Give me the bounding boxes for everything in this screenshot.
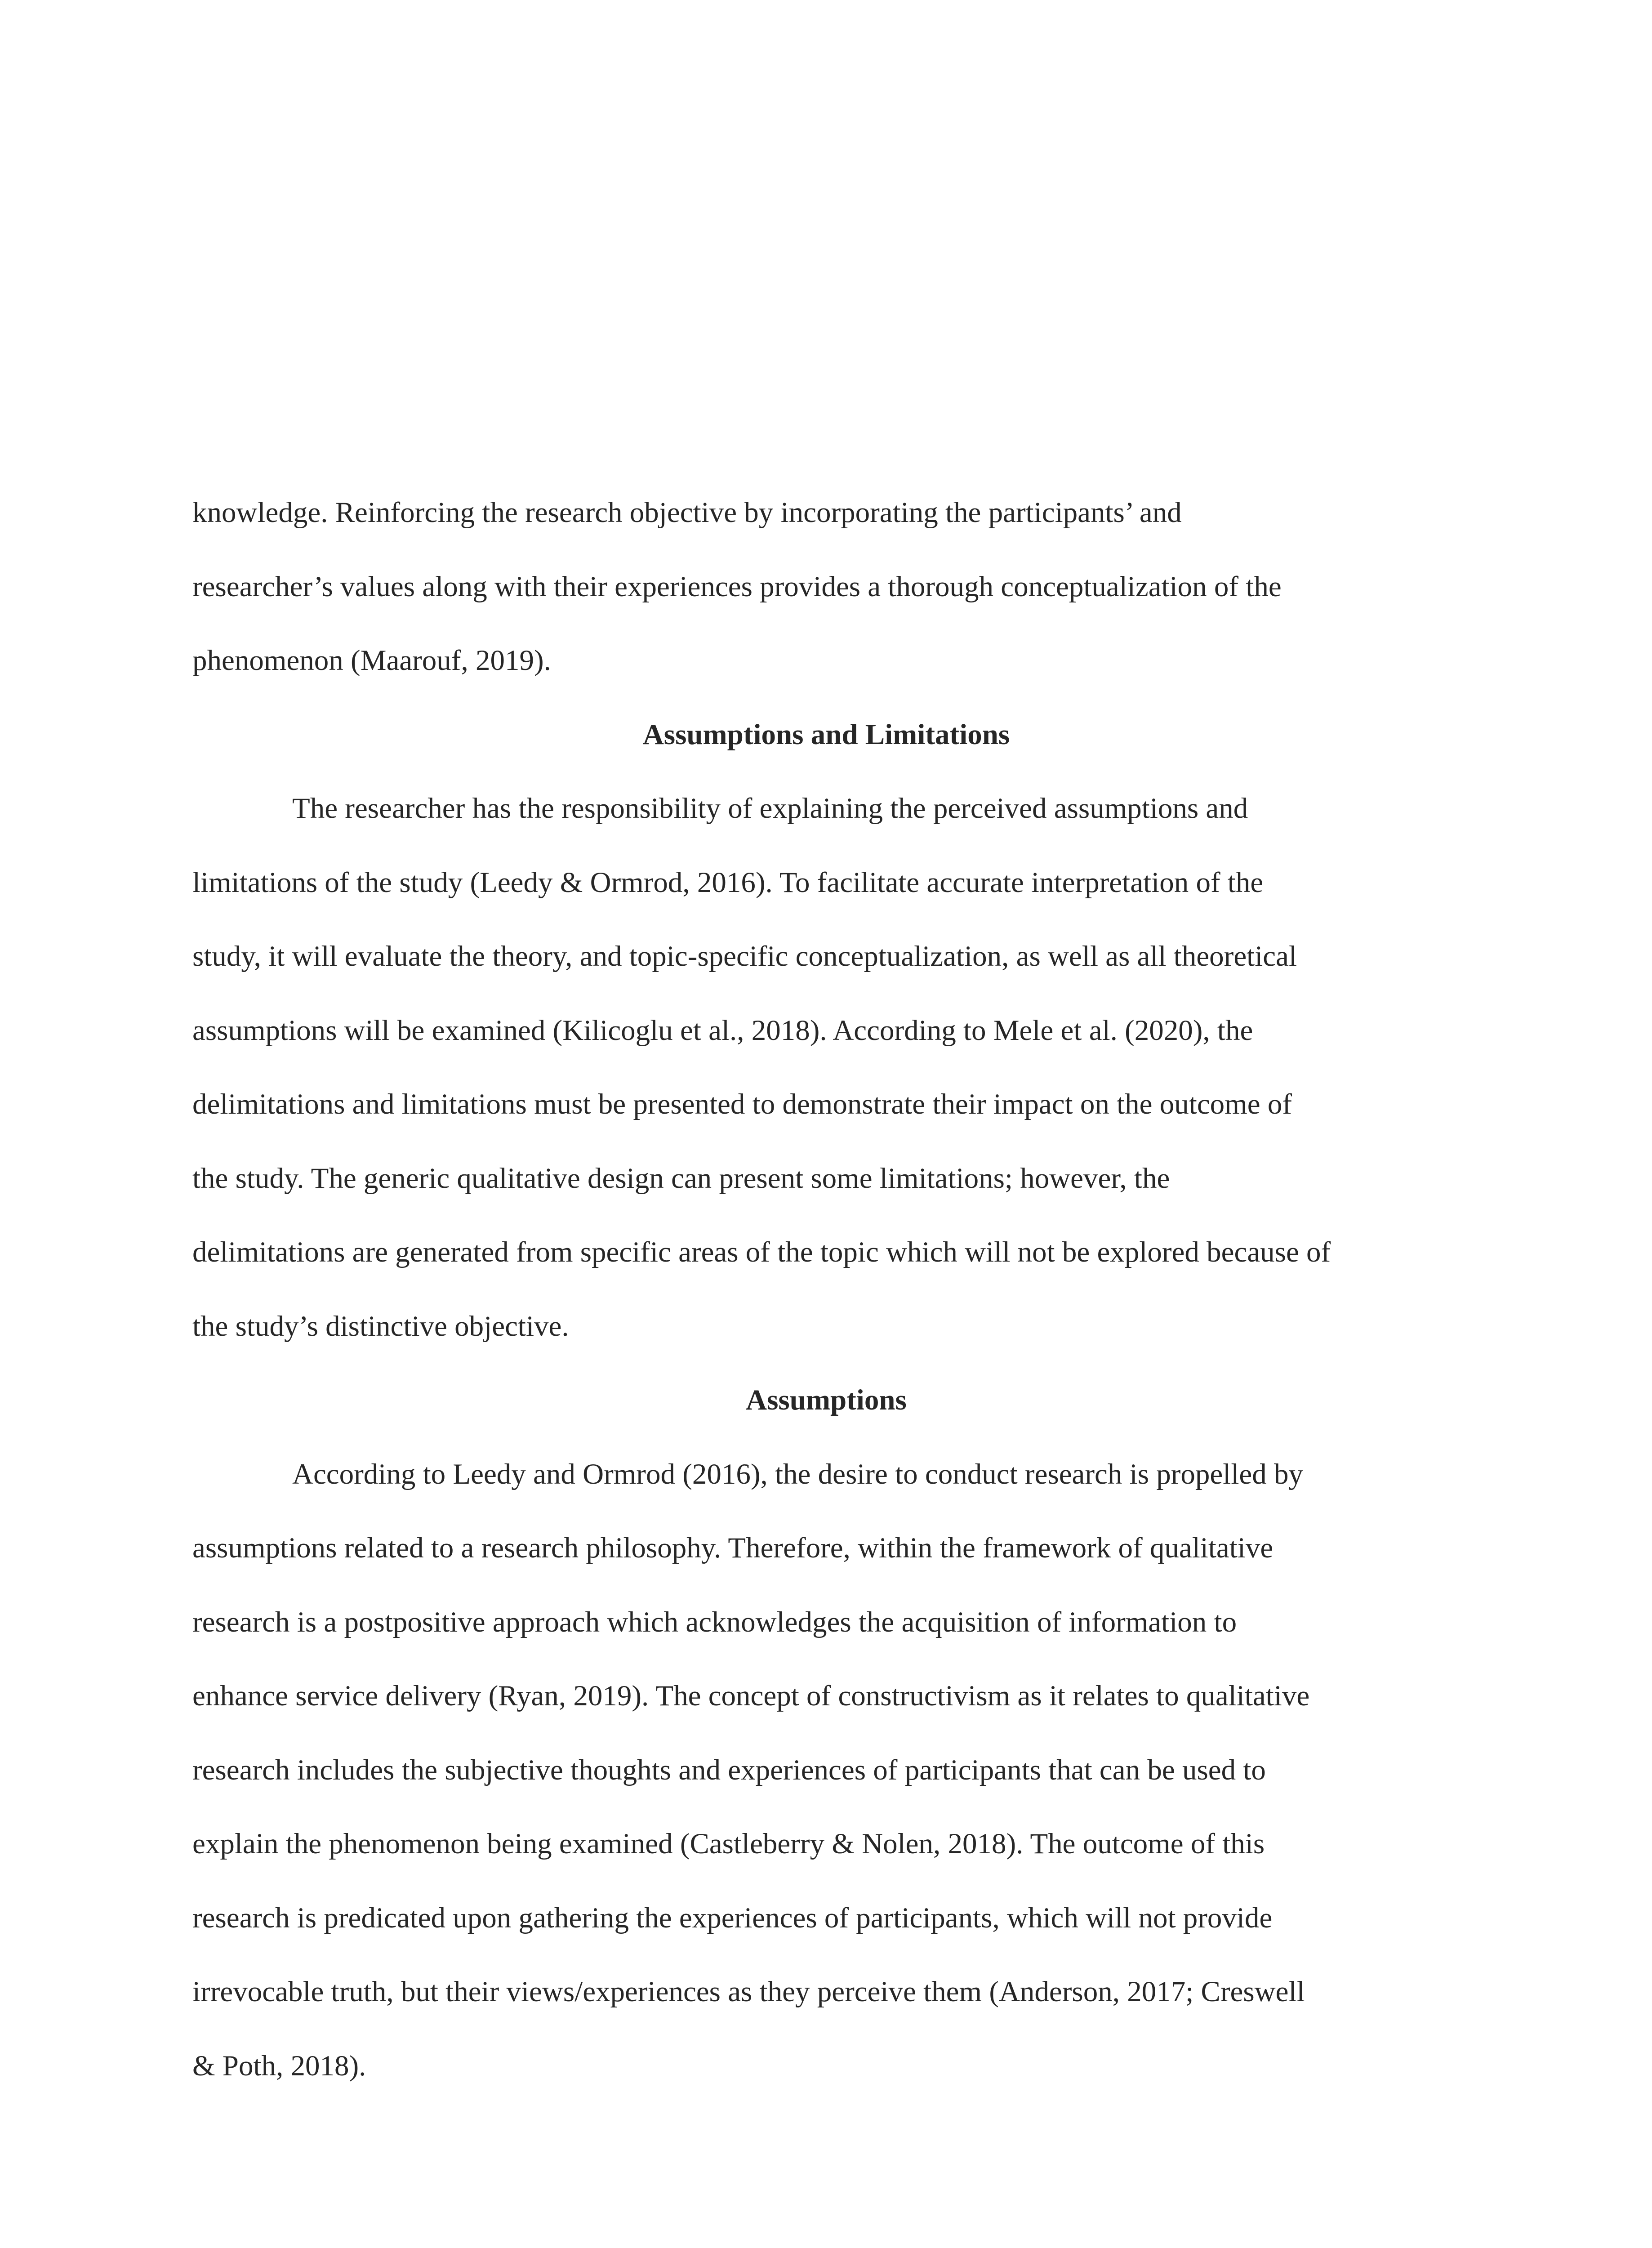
heading-assumptions-limitations: Assumptions and Limitations xyxy=(642,718,1010,751)
text-line: assumptions related to a research philosophy. Therefore, within the framework of qualitative xyxy=(192,1532,1274,1564)
text-line: The researcher has the responsibility of explaining the perceived assumptions and xyxy=(292,792,1248,825)
document-body xyxy=(192,476,1460,2103)
text-line: enhance service delivery (Ryan, 2019). The concept of constructivism as it relates to qualitative xyxy=(192,1680,1310,1712)
text-line: & Poth, 2018). xyxy=(192,2049,366,2082)
text-line: limitations of the study (Leedy & Ormrod, 2016). To facilitate accurate interpretation of the xyxy=(192,866,1264,899)
text-line: assumptions will be examined (Kilicoglu et al., 2018). According to Mele et al. (2020), the xyxy=(192,1014,1253,1047)
paragraph-assumptions xyxy=(192,1437,1460,2103)
text-line: According to Leedy and Ormrod (2016), the desire to conduct research is propelled by xyxy=(292,1458,1303,1490)
text-line: the study. The generic qualitative design can present some limitations; however, the xyxy=(192,1162,1170,1195)
text-line: research is a postpositive approach which acknowledges the acquisition of information to xyxy=(192,1606,1237,1638)
text-line: phenomenon (Maarouf, 2019). xyxy=(192,644,551,677)
text-line: study, it will evaluate the theory, and topic-specific conceptualization, as well as all theoretical xyxy=(192,940,1297,972)
text-line: research includes the subjective thoughts and experiences of participants that can be used to xyxy=(192,1753,1266,1786)
text-line: delimitations and limitations must be presented to demonstrate their impact on the outcome of xyxy=(192,1088,1292,1120)
text-line: irrevocable truth, but their views/experiences as they perceive them (Anderson, 2017; Creswell xyxy=(192,1976,1305,2008)
text-line: delimitations are generated from specific areas of the topic which will not be explored because of xyxy=(192,1236,1331,1268)
heading-assumptions: Assumptions xyxy=(746,1384,907,1416)
text-line: the study’s distinctive objective. xyxy=(192,1310,569,1343)
paragraph-assumptions-limitations xyxy=(192,772,1460,1363)
text-line: research is predicated upon gathering the experiences of participants, which will not provide xyxy=(192,1901,1273,1934)
paragraph-continued xyxy=(192,476,1460,698)
text-line: researcher’s values along with their experiences provides a thorough conceptualization of the xyxy=(192,570,1282,603)
text-line: explain the phenomenon being examined (Castleberry & Nolen, 2018). The outcome of this xyxy=(192,1828,1265,1860)
text-line: knowledge. Reinforcing the research objective by incorporating the participants’ and xyxy=(192,496,1182,529)
